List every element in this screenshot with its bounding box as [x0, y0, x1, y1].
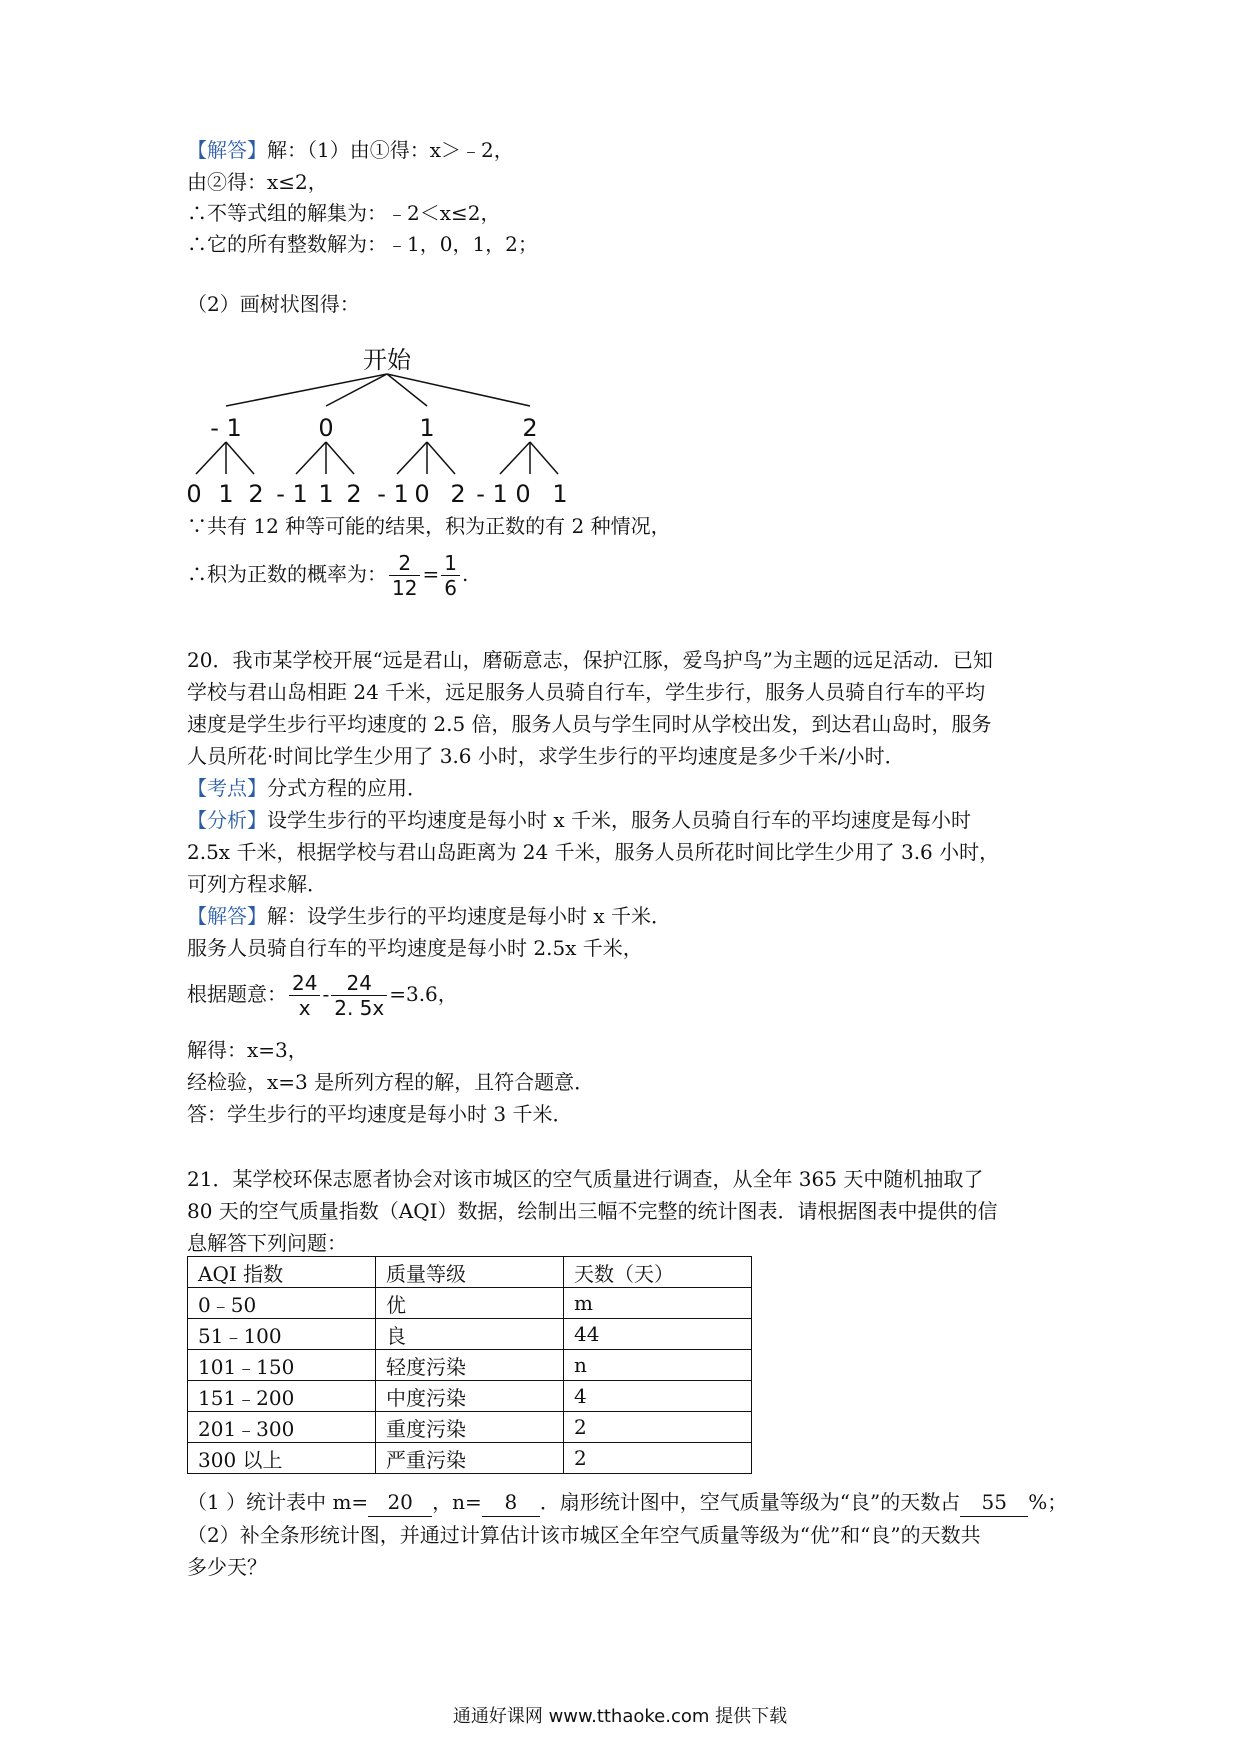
q20-line-3: 速度是学生步行平均速度的 2.5 倍，服务人员与学生同时从学校出发，到达君山岛时，服务: [187, 712, 992, 736]
q20-line-1: 20．我市某学校开展“远是君山，磨砺意志，保护江豚，爱鸟护鸟”为主题的远足活动．已知: [187, 648, 993, 672]
aqi-table: [187, 1256, 752, 1474]
tree-l2-node: - 1: [276, 480, 308, 508]
q19-probability-line: ∴积为正数的概率为： $\frac{2}{12}$ = $\frac{1}{6}$ .: [187, 551, 469, 600]
table-cell: 4: [564, 1381, 752, 1412]
table-cell: 优: [376, 1288, 564, 1319]
n-answer: 8: [482, 1488, 540, 1517]
q20-jieda-3: 解得：x=3，: [187, 1038, 308, 1062]
q20-line-4: 人员所花·时间比学生少用了 3.6 小时，求学生步行的平均速度是多少千米/小时．: [187, 744, 905, 768]
tree-l2-node: 1: [318, 480, 334, 508]
table-cell: 300 以上: [188, 1443, 376, 1474]
table-row: [188, 1350, 752, 1381]
q19-solution-line-6: ∵共有 12 种等可能的结果，积为正数的有 2 种情况，: [187, 514, 671, 538]
fenxi-tag: 【分析】: [187, 808, 267, 832]
q20-jieda-1: 【解答】解：设学生步行的平均速度是每小时 x 千米．: [187, 904, 671, 928]
q21-line-1: 21．某学校环保志愿者协会对该市城区的空气质量进行调查，从全年 365 天中随机抽取了: [187, 1167, 984, 1191]
q19-solution-line-2: 由②得：x≤2，: [187, 170, 328, 194]
probability-tree-diagram: [180, 340, 580, 510]
answer-tag: 【解答】: [187, 904, 267, 928]
table-header-cell: AQI 指数: [188, 1257, 376, 1288]
table-row: [188, 1443, 752, 1474]
table-row: [188, 1412, 752, 1443]
tree-l2-node: 2: [248, 480, 264, 508]
q20-jieda-4: 经检验，x=3 是所列方程的解，且符合题意．: [187, 1070, 595, 1094]
table-cell: 0﹣50: [188, 1288, 376, 1319]
tree-l2-node: 2: [450, 480, 466, 508]
fraction-2-over-12: $\frac{2}{12}$: [389, 551, 420, 600]
tree-l2-node: 0: [515, 480, 531, 508]
q21-part2-line-1: （2）补全条形统计图，并通过计算估计该市城区全年空气质量等级为“优”和“良”的天数共: [187, 1523, 981, 1547]
m-answer: 20: [368, 1488, 432, 1517]
tree-l2-node: 0: [186, 480, 202, 508]
tree-root-label: 开始: [363, 346, 411, 374]
tree-l2-node: - 1: [476, 480, 508, 508]
q20-equation: 根据题意： $\frac{24}{x}$ - $\frac{24}{2. 5x}$ =3.6，: [187, 971, 458, 1020]
table-header-row: [188, 1257, 752, 1288]
q20-line-2: 学校与君山岛相距 24 千米，远足服务人员骑自行车，学生步行，服务人员骑自行车的平均: [187, 680, 986, 704]
q21-part1: （1 ）统计表中 m= 20 ，n= 8 ．扇形统计图中，空气质量等级为“良”的天数占 55 %；: [187, 1488, 1067, 1517]
tree-l1-node-3: 2: [522, 414, 538, 442]
q20-jieda-5: 答：学生步行的平均速度是每小时 3 千米．: [187, 1102, 573, 1126]
table-cell: n: [564, 1350, 752, 1381]
table-header-cell: 质量等级: [376, 1257, 564, 1288]
q20-kaodian: 【考点】分式方程的应用．: [187, 776, 427, 800]
tree-l2-node: 0: [414, 480, 430, 508]
tree-l2-node: - 1: [377, 480, 409, 508]
tree-l1-node-0: - 1: [210, 414, 242, 442]
q21-part2-line-2: 多少天？: [187, 1555, 267, 1579]
tree-branches: [196, 374, 558, 474]
q19-solution-line-4: ∴它的所有整数解为：﹣1，0，1，2；: [187, 232, 538, 256]
table-cell: 2: [564, 1412, 752, 1443]
table-cell: m: [564, 1288, 752, 1319]
q20-fenxi-1: 【分析】设学生步行的平均速度是每小时 x 千米，服务人员骑自行车的平均速度是每小时: [187, 808, 971, 832]
table-cell: 严重污染: [376, 1443, 564, 1474]
q19-solution-line-1: 【解答】解：（1）由①得：x＞﹣2，: [187, 138, 514, 162]
table-cell: 201﹣300: [188, 1412, 376, 1443]
q19-part2-intro: （2）画树状图得：: [187, 292, 360, 316]
table-cell: 51﹣100: [188, 1319, 376, 1350]
table-cell: 2: [564, 1443, 752, 1474]
table-row: [188, 1381, 752, 1412]
tree-l2-node: 1: [552, 480, 568, 508]
q20-fenxi-3: 可列方程求解．: [187, 872, 327, 896]
table-header-cell: 天数（天）: [564, 1257, 752, 1288]
tree-l2-node: 1: [218, 480, 234, 508]
table-cell: 重度污染: [376, 1412, 564, 1443]
table-cell: 101﹣150: [188, 1350, 376, 1381]
table-cell: 151﹣200: [188, 1381, 376, 1412]
q20-fenxi-2: 2.5x 千米，根据学校与君山岛距离为 24 千米，服务人员所花时间比学生少用了 3.6 小时，: [187, 840, 1000, 864]
table-cell: 轻度污染: [376, 1350, 564, 1381]
percent-answer: 55: [960, 1488, 1028, 1517]
q21-line-3: 息解答下列问题：: [187, 1231, 347, 1255]
q20-jieda-2: 服务人员骑自行车的平均速度是每小时 2.5x 千米，: [187, 936, 643, 960]
table-cell: 中度污染: [376, 1381, 564, 1412]
table-cell: 良: [376, 1319, 564, 1350]
table-row: [188, 1319, 752, 1350]
q19-solution-line-3: ∴不等式组的解集为：﹣2＜x≤2，: [187, 201, 501, 225]
tree-l1-node-2: 1: [419, 414, 435, 442]
tree-l2-node: 2: [346, 480, 362, 508]
fraction-24-over-x: $\frac{24}{x}$: [289, 971, 320, 1020]
q21-line-2: 80 天的空气质量指数（AQI）数据，绘制出三幅不完整的统计图表．请根据图表中提供的信: [187, 1199, 998, 1223]
fraction-1-over-6: $\frac{1}{6}$: [441, 551, 460, 600]
fraction-24-over-2.5x: $\frac{24}{2. 5x}$: [331, 971, 387, 1020]
page-footer: 通通好课网 www.tthaoke.com 提供下载: [452, 1706, 788, 1727]
kaodian-tag: 【考点】: [187, 776, 267, 800]
answer-tag: 【解答】: [187, 138, 267, 162]
tree-l1-node-1: 0: [318, 414, 334, 442]
table-row: [188, 1288, 752, 1319]
table-cell: 44: [564, 1319, 752, 1350]
